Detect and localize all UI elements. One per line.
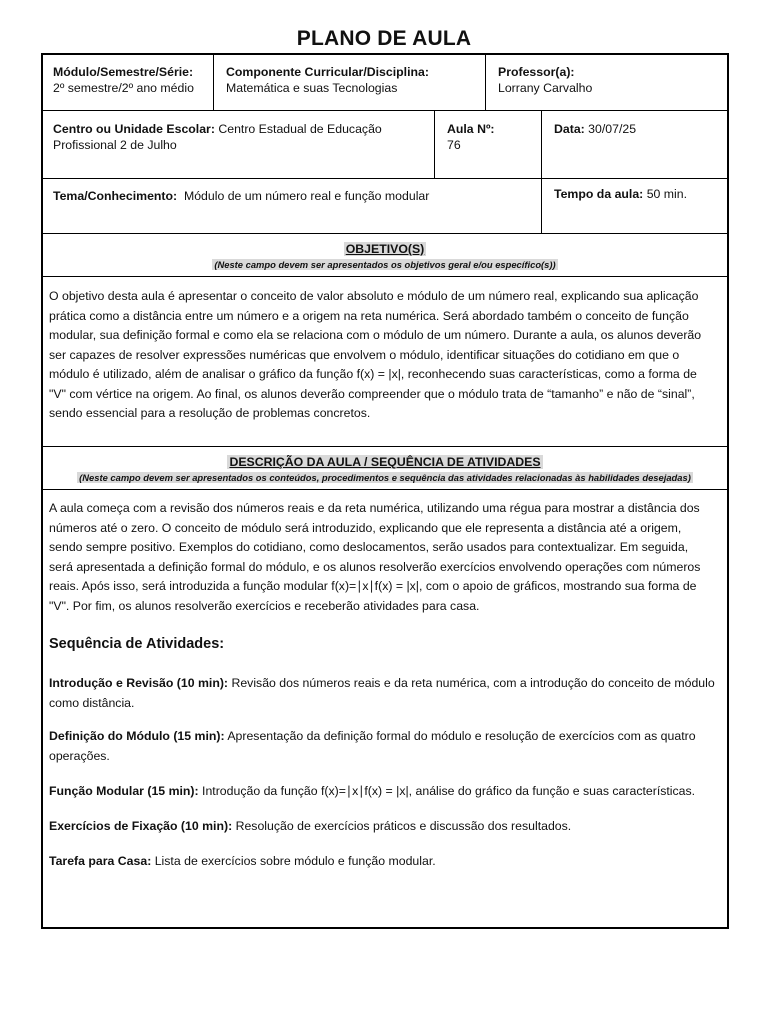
tempo-cell xyxy=(554,186,687,202)
divider xyxy=(43,178,727,179)
centro-cell xyxy=(53,121,382,153)
divider xyxy=(541,110,542,233)
activity-item xyxy=(49,727,719,766)
activity-label: Exercícios de Fixação (10 min): xyxy=(49,819,233,833)
divider xyxy=(43,110,727,111)
tema-label: Tema/Conhecimento: xyxy=(53,189,178,203)
professor-cell xyxy=(498,64,592,96)
activity-item xyxy=(49,852,719,872)
componente-label: Componente Curricular/Disciplina: xyxy=(226,65,429,79)
activity-text: Resolução de exercícios práticos e discussão dos resultados. xyxy=(232,819,572,833)
descricao-line: A aula começa com a revisão dos números reais e da reta numérica, utilizando uma régua para mostrar a distância dos xyxy=(49,501,700,515)
objetivo-line: O objetivo desta aula é apresentar o conceito de valor absoluto e módulo de um número real, explicando sua aplicação xyxy=(49,289,699,303)
objetivo-line: modular, sua definição formal e como ela se relaciona com o módulo de um número. Durante a aula, os alunos deverão xyxy=(49,328,702,342)
componente-cell xyxy=(226,64,429,96)
objetivo-text xyxy=(49,287,721,424)
objetivo-line: sendo essencial para a resolução de problemas concretos. xyxy=(49,406,371,420)
centro-value: Centro Estadual de Educação xyxy=(218,122,382,136)
activity-label: Definição do Módulo (15 min): xyxy=(49,729,225,743)
data-cell xyxy=(554,121,636,137)
divider xyxy=(434,110,435,178)
objetivo-title: OBJETIVO(S) xyxy=(345,242,425,256)
tema-value: Módulo de um número real e função modular xyxy=(183,189,430,203)
componente-value: Matemática e suas Tecnologias xyxy=(226,81,398,95)
descricao-line: "V". Por fim, os alunos resolverão exercícios e receberão atividades para casa. xyxy=(49,598,480,613)
activity-text: Apresentação da definição formal do módulo e resolução de exercícios com as quatro xyxy=(224,729,696,743)
sequence-title: Sequência de Atividades: xyxy=(49,636,225,652)
objetivo-line: ser capazes de resolver expressões numéricas que envolvem o módulo, identificar situações do cotidiano em que o xyxy=(49,347,680,362)
modulo-label: Módulo/Semestre/Série: xyxy=(53,65,194,79)
divider xyxy=(43,446,727,447)
activity-item xyxy=(49,817,719,837)
divider xyxy=(43,233,727,234)
professor-label: Professor(a): xyxy=(498,65,575,79)
tempo-label: Tempo da aula: xyxy=(554,187,644,201)
professor-value: Lorrany Carvalho xyxy=(498,81,593,95)
activity-text-continued: operações. xyxy=(49,748,110,763)
descricao-title: DESCRIÇÃO DA AULA / SEQUÊNCIA DE ATIVIDADES xyxy=(229,455,541,469)
divider xyxy=(43,489,727,490)
activity-label: Função Modular (15 min): xyxy=(49,784,199,798)
objetivo-line: prática como a distância entre um número e a origem na reta numérica. Será abordado também o conceito de função xyxy=(49,308,689,323)
activity-text: Revisão dos números reais e da reta numérica, com a introdução do conceito de módulo xyxy=(228,676,715,690)
tempo-value: 50 min. xyxy=(646,187,688,201)
objetivo-header xyxy=(43,241,727,271)
activity-text: Lista de exercícios sobre módulo e função modular. xyxy=(151,854,436,868)
activity-label: Tarefa para Casa: xyxy=(49,854,152,868)
centro-value-continued: Profissional 2 de Julho xyxy=(53,138,177,152)
objetivo-line: módulo é utilizado, além de analisar o gráfico da função f(x) = |x|, reconhecendo suas características, como a forma de xyxy=(49,367,697,381)
centro-label: Centro ou Unidade Escolar: xyxy=(53,122,215,136)
activity-text: Introdução da função f(x)=∣x∣f(x) = |x|, análise do gráfico da função e suas características. xyxy=(198,784,696,798)
activity-text-continued: como distância. xyxy=(49,695,135,710)
divider xyxy=(485,55,486,110)
objetivo-line: "V" com vértice na origem. Ao final, os alunos deverão compreender que o módulo trata de “tamanho” e não de “sinal”, xyxy=(49,386,695,401)
activity-item xyxy=(49,674,719,713)
data-value: 30/07/25 xyxy=(588,122,637,136)
descricao-line: números até o zero. O conceito de módulo será introduzido, explicando que ele representa a distância até a origem, xyxy=(49,520,682,535)
divider xyxy=(213,55,214,110)
descricao-line: reais. Após isso, será introduzida a função modular f(x)=∣x∣f(x) = |x|, com o apoio de gráficos, mostrando sua forma de xyxy=(49,579,697,593)
aula-cell xyxy=(447,121,495,153)
activity-item xyxy=(49,782,719,802)
descricao-note: (Neste campo devem ser apresentados os conteúdos, procedimentos e sequência das atividades relacionadas às habilidades desejadas) xyxy=(79,472,691,483)
descricao-text xyxy=(49,499,721,616)
descricao-header xyxy=(43,454,727,484)
objetivo-note: (Neste campo devem ser apresentados os objetivos geral e/ou específico(s)) xyxy=(214,259,556,270)
modulo-cell xyxy=(53,64,194,96)
aula-label: Aula Nº: xyxy=(447,122,495,136)
divider xyxy=(43,276,727,277)
activity-label: Introdução e Revisão (10 min): xyxy=(49,676,229,690)
aula-value: 76 xyxy=(447,138,461,152)
lesson-plan-form xyxy=(41,53,729,929)
descricao-line: será apresentada a definição formal do módulo, e os alunos resolverão exercícios envolvendo operações com números xyxy=(49,559,701,574)
tema-cell xyxy=(53,188,429,204)
descricao-line: sendo sempre positivo. Exemplos do cotidiano, como deslocamentos, serão usados para contextualizar. Em seguida, xyxy=(49,540,689,554)
data-label: Data: xyxy=(554,122,585,136)
modulo-value: 2º semestre/2º ano médio xyxy=(53,81,194,95)
page-title: PLANO DE AULA xyxy=(296,27,472,50)
